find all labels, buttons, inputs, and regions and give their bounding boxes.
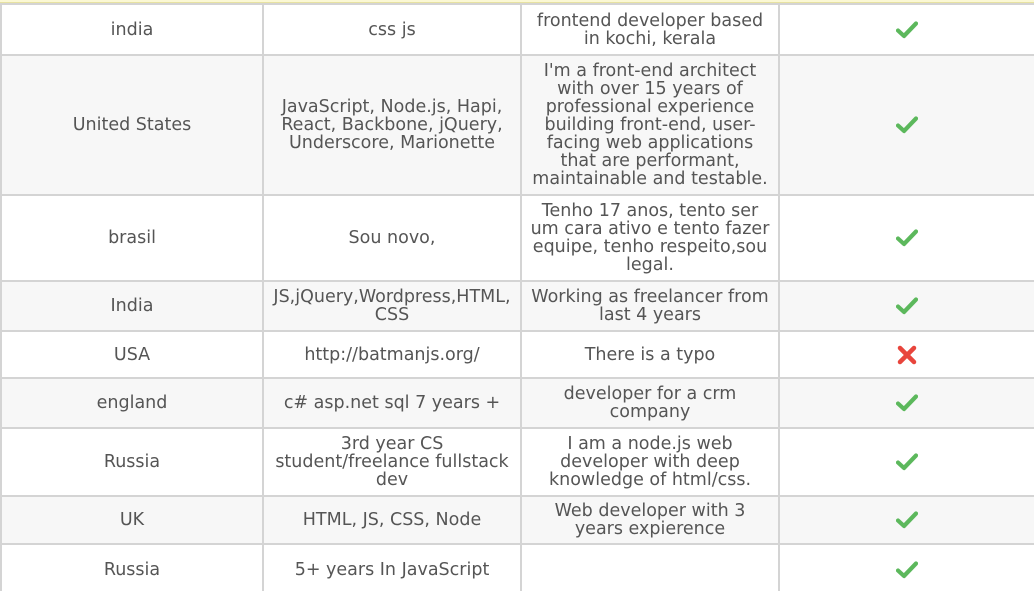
check-icon [896,510,918,530]
location-cell: brasil [1,195,263,281]
skills-cell: JS,jQuery,Wordpress,HTML,CSS [263,281,521,331]
about-cell: developer for a crm company [521,378,779,428]
about-cell: There is a typo [521,331,779,378]
table-row [1,4,1034,55]
location-cell: india [1,4,263,55]
table-row [1,496,1034,544]
status-cell[interactable] [779,281,1034,331]
status-cell[interactable] [779,378,1034,428]
status-cell[interactable] [779,331,1034,378]
location-cell: United States [1,55,263,195]
skills-cell: HTML, JS, CSS, Node [263,496,521,544]
table-row [1,544,1034,591]
about-cell: Working as freelancer from last 4 years [521,281,779,331]
status-cell[interactable] [779,55,1034,195]
table-row [1,378,1034,428]
skills-cell: css js [263,4,521,55]
about-cell: I am a node.js web developer with deep knowledge of html/css. [521,428,779,496]
about-cell: Web developer with 3 years expierence [521,496,779,544]
location-cell: UK [1,496,263,544]
cross-icon [896,345,918,365]
skills-cell: 3rd year CS student/freelance fullstack dev [263,428,521,496]
location-cell: India [1,281,263,331]
about-cell [521,544,779,591]
location-cell: england [1,378,263,428]
check-icon [896,560,918,580]
about-cell: Tenho 17 anos, tento ser um cara ativo e tento fazer equipe, tenho respeito,sou legal. [521,195,779,281]
applicants-table [0,3,1034,591]
check-icon [896,393,918,413]
location-cell: Russia [1,428,263,496]
about-cell: I'm a front-end architect with over 15 years of professional experience building front-end, user-facing web applications that are performant, maintainable and testable. [521,55,779,195]
table-row [1,428,1034,496]
status-cell[interactable] [779,428,1034,496]
skills-cell: JavaScript, Node.js, Hapi, React, Backbone, jQuery, Underscore, Marionette [263,55,521,195]
check-icon [896,452,918,472]
check-icon [896,296,918,316]
skills-cell: 5+ years In JavaScript [263,544,521,591]
status-cell[interactable] [779,4,1034,55]
check-icon [896,20,918,40]
status-cell[interactable] [779,195,1034,281]
status-cell[interactable] [779,544,1034,591]
check-icon [896,115,918,135]
location-cell: Russia [1,544,263,591]
status-cell[interactable] [779,496,1034,544]
table-row [1,195,1034,281]
skills-cell: c# asp.net sql 7 years + [263,378,521,428]
skills-cell: Sou novo, [263,195,521,281]
table-row [1,55,1034,195]
table-row [1,331,1034,378]
table-row [1,281,1034,331]
location-cell: USA [1,331,263,378]
skills-cell: http://batmanjs.org/ [263,331,521,378]
about-cell: frontend developer based in kochi, kerala [521,4,779,55]
check-icon [896,228,918,248]
